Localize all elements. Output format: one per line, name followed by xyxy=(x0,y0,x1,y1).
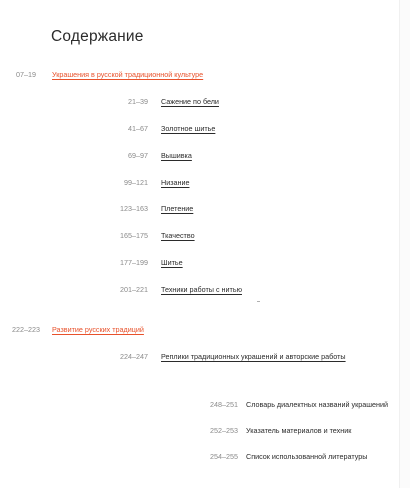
toc-item-title[interactable]: Реплики традиционных украшений и авторские работы xyxy=(161,352,346,361)
toc-pages: 254–255 xyxy=(210,452,238,461)
page-title: Содержание xyxy=(51,28,144,45)
toc-pages: 201–221 xyxy=(120,285,148,294)
toc-pages: 252–253 xyxy=(210,426,238,435)
toc-pages: 165–175 xyxy=(120,231,148,240)
toc-pages: 99–121 xyxy=(124,178,148,187)
toc-item-title[interactable]: Техники работы с нитью xyxy=(161,285,242,294)
toc-pages: 41–67 xyxy=(128,124,148,133)
toc-item-title[interactable]: Шитье xyxy=(161,258,183,267)
toc-item-title[interactable]: Плетение xyxy=(161,204,194,213)
toc-item-title[interactable]: Вышивка xyxy=(161,151,192,160)
toc-pages: 224–247 xyxy=(120,352,148,361)
toc-item-title[interactable]: Золотное шитье xyxy=(161,124,216,133)
toc-pages: 69–97 xyxy=(128,151,148,160)
toc-pages: 21–39 xyxy=(128,97,148,106)
toc-item-title[interactable]: Сажение по бели xyxy=(161,97,219,106)
toc-appendix-title[interactable]: Указатель материалов и техник xyxy=(246,426,352,435)
small-mark xyxy=(257,301,260,302)
toc-item-title[interactable]: Низание xyxy=(161,178,190,187)
toc-pages: 222–223 xyxy=(12,325,40,334)
toc-item-title[interactable]: Ткачество xyxy=(161,231,195,240)
page-edge xyxy=(399,0,410,488)
toc-pages: 07–19 xyxy=(16,70,36,79)
toc-pages: 248–251 xyxy=(210,400,238,409)
toc-appendix-title[interactable]: Словарь диалектных названий украшений xyxy=(246,400,388,409)
toc-section-title[interactable]: Развитие русских традиций xyxy=(52,325,144,334)
toc-section-title[interactable]: Украшения в русской традиционной культуре xyxy=(52,70,204,79)
toc-pages: 123–163 xyxy=(120,204,148,213)
toc-pages: 177–199 xyxy=(120,258,148,267)
toc-appendix-title[interactable]: Список использованной литературы xyxy=(246,452,368,461)
